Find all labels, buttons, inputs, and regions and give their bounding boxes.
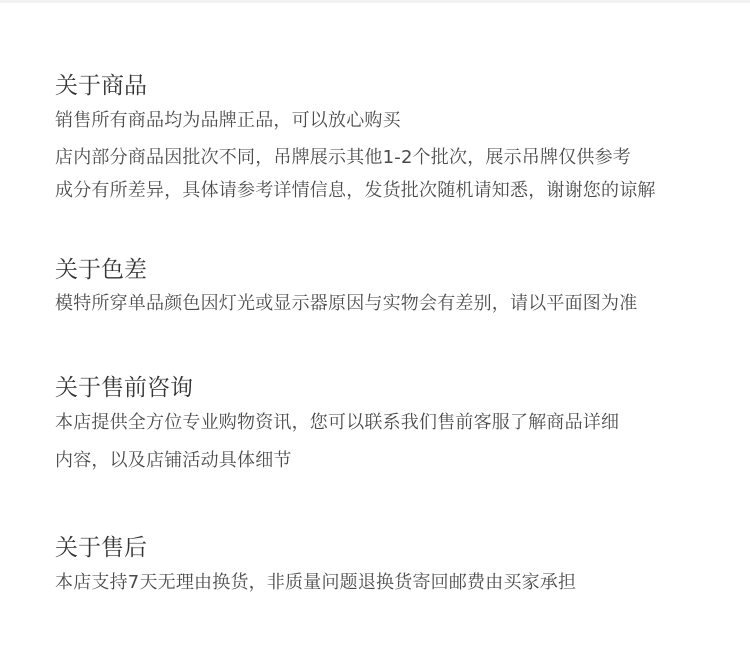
- paragraph-line: 模特所穿单品颜色因灯光或显示器原因与实物会有差别，请以平面图为准: [55, 293, 638, 314]
- section-about-product: [55, 71, 735, 203]
- paragraph-line: 店内部分商品因批次不同，吊牌展示其他1-2个批次，展示吊牌仅供参考: [55, 147, 631, 168]
- section-about-aftersale: [55, 533, 735, 595]
- section-about-color-difference: [55, 255, 735, 316]
- section-about-presale: [55, 373, 735, 473]
- section-title: 关于售前咨询: [55, 375, 193, 401]
- paragraph-line: 本店提供全方位专业购物资讯，您可以联系我们售前客服了解商品详细: [55, 412, 620, 433]
- section-title: 关于色差: [55, 257, 147, 283]
- paragraph-line: 本店支持7天无理由换货，非质量问题退换货寄回邮费由买家承担: [55, 572, 577, 593]
- top-divider: [0, 0, 750, 3]
- section-title: 关于售后: [55, 535, 147, 561]
- paragraph-line: 销售所有商品均为品牌正品，可以放心购买: [55, 110, 401, 131]
- paragraph-line: 成分有所差异，具体请参考详情信息，发货批次随机请知悉，谢谢您的谅解: [55, 180, 656, 201]
- paragraph-line: 内容，以及店铺活动具体细节: [55, 450, 292, 471]
- section-title: 关于商品: [55, 73, 147, 99]
